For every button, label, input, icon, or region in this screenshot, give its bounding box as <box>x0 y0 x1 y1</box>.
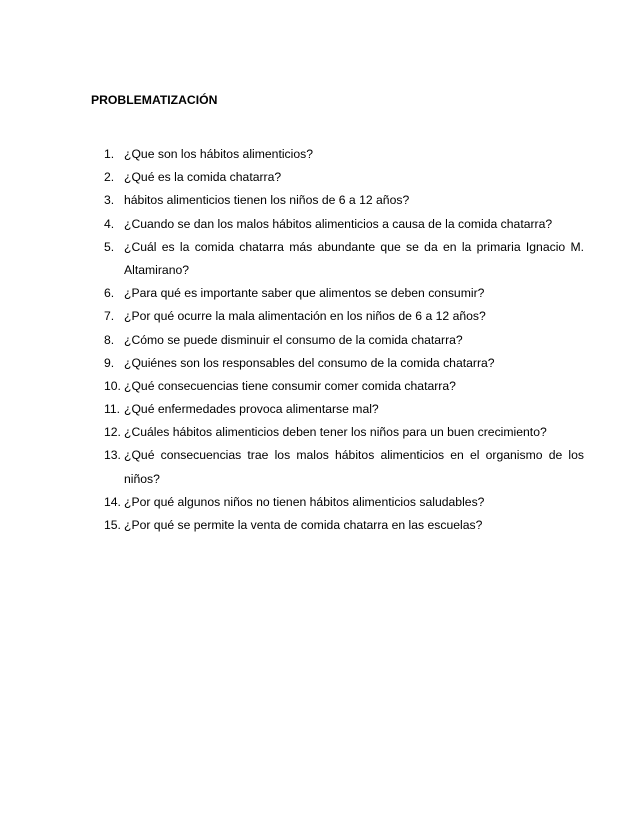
list-item <box>0 166 638 189</box>
list-item <box>0 236 638 282</box>
question-number: 6. <box>104 286 115 301</box>
list-item <box>0 514 638 537</box>
question-text: ¿Qué consecuencias tiene consumir comer comida chatarra? <box>124 378 456 393</box>
question-number: 14. <box>104 494 121 509</box>
question-text: ¿Por qué ocurre la mala alimentación en los niños de 6 a 12 años? <box>124 309 486 324</box>
list-item <box>0 491 638 514</box>
question-number: 4. <box>104 216 115 231</box>
question-text: ¿Para qué es importante saber que alimentos se deben consumir? <box>124 286 485 301</box>
question-number: 5. <box>104 239 115 254</box>
question-number: 7. <box>104 309 115 324</box>
page-title: PROBLEMATIZACIÓN <box>91 93 218 107</box>
list-item <box>0 398 638 421</box>
question-number: 12. <box>104 425 121 440</box>
question-number: 15. <box>104 518 121 533</box>
question-text: ¿Cuando se dan los malos hábitos alimenticios a causa de la comida chatarra? <box>124 216 553 231</box>
question-text: ¿Por qué se permite la venta de comida chatarra en las escuelas? <box>124 518 483 533</box>
list-item <box>0 421 638 444</box>
question-text: ¿Cuáles hábitos alimenticios deben tener los niños para un buen crecimiento? <box>124 425 547 440</box>
question-text: ¿Quiénes son los responsables del consumo de la comida chatarra? <box>124 355 495 370</box>
question-text: ¿Qué enfermedades provoca alimentarse mal? <box>124 402 379 417</box>
list-item <box>0 213 638 236</box>
list-item <box>0 305 638 328</box>
question-number: 3. <box>104 193 115 208</box>
question-text: hábitos alimenticios tienen los niños de 6 a 12 años? <box>124 193 410 208</box>
question-number: 10. <box>104 378 121 393</box>
list-item <box>0 444 638 490</box>
question-number: 8. <box>104 332 115 347</box>
question-text: ¿Qué consecuencias trae los malos hábitos alimenticios en el organismo de los niños? <box>124 448 584 486</box>
list-item <box>0 143 638 166</box>
list-item <box>0 375 638 398</box>
question-text: ¿Que son los hábitos alimenticios? <box>124 147 314 161</box>
question-text: ¿Cuál es la comida chatarra más abundante que se da en la primaria Ignacio M. Altamirano? <box>124 239 584 277</box>
question-list <box>0 143 638 537</box>
list-item <box>0 282 638 305</box>
question-number: 11. <box>104 402 121 417</box>
question-text: ¿Cómo se puede disminuir el consumo de la comida chatarra? <box>124 332 463 347</box>
question-number: 13. <box>104 448 121 463</box>
list-item <box>0 329 638 352</box>
question-number: 9. <box>104 355 115 370</box>
question-text: ¿Qué es la comida chatarra? <box>124 170 282 185</box>
question-number: 1. <box>104 147 115 161</box>
question-text: ¿Por qué algunos niños no tienen hábitos alimenticios saludables? <box>124 494 485 509</box>
list-item <box>0 189 638 212</box>
list-item <box>0 352 638 375</box>
question-number: 2. <box>104 170 115 185</box>
